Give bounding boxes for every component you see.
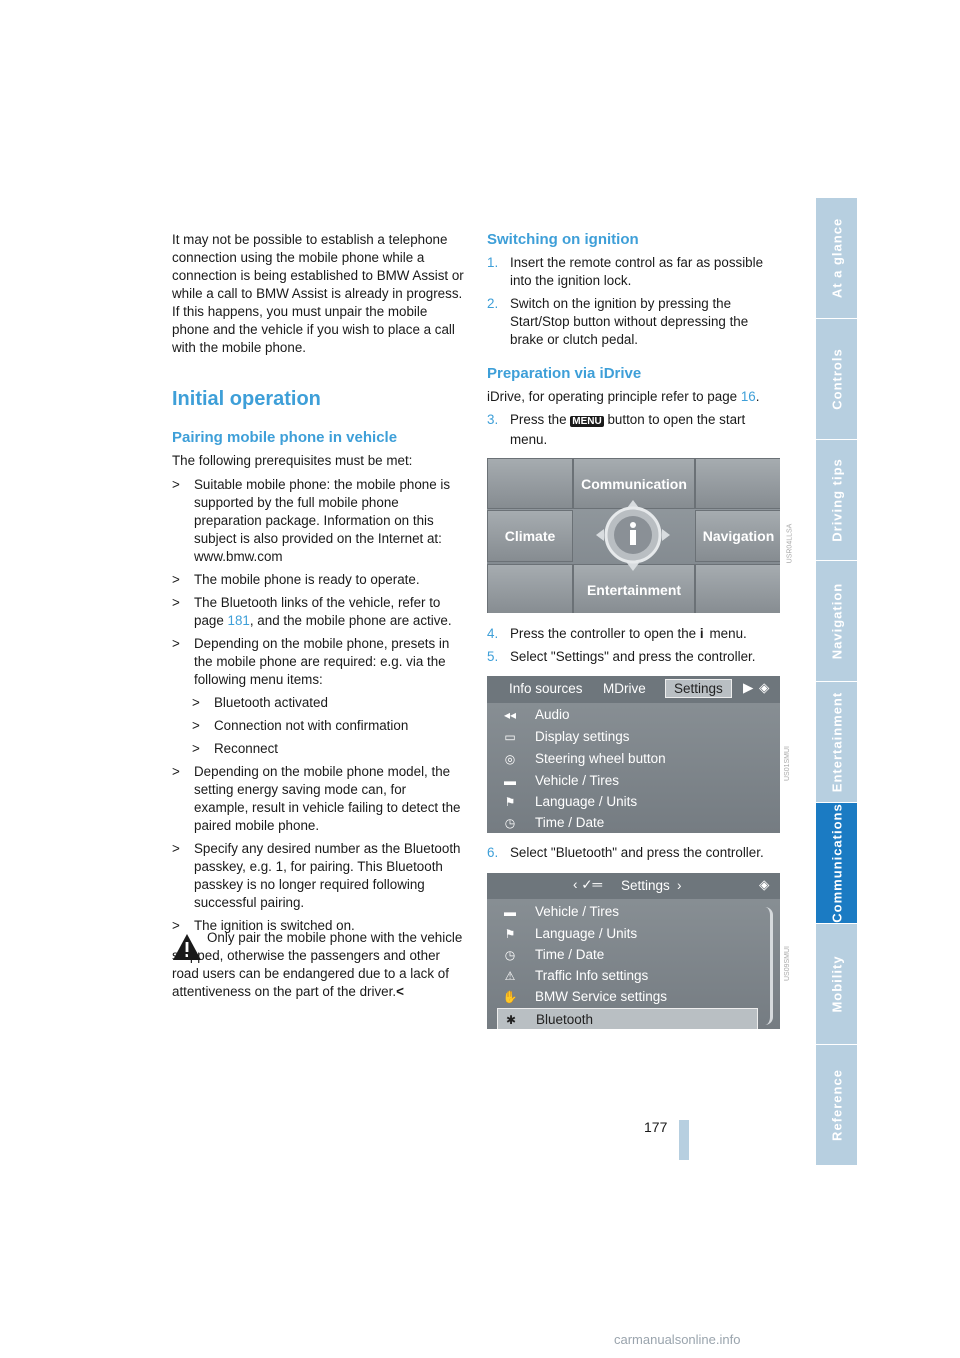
list-item: > The Bluetooth links of the vehicle, refer to page 181, and the mobile phone are active. [172, 595, 452, 628]
list-item: > The mobile phone is ready to operate. [172, 572, 420, 587]
list-item-selected[interactable]: ✱ Bluetooth [497, 1008, 758, 1029]
arrow-right-icon: ▶ [743, 680, 754, 695]
ignition-heading: Switching on ignition [487, 231, 639, 248]
list-item: > Depending on the mobile phone, presets in the mobile phone are required: e.g. via the following menu items: [172, 636, 450, 687]
bluetooth-settings-screen [487, 873, 780, 1029]
subsection-title: Pairing mobile phone in vehicle [172, 429, 398, 446]
traffic-warning-icon: ⚠ [504, 968, 516, 983]
page-link-16[interactable]: 16 [740, 389, 756, 404]
flag-icon: ⚑ [504, 926, 516, 941]
tab-controls[interactable]: Controls [816, 319, 857, 439]
list-item[interactable]: ◷ Time / Date [497, 812, 758, 833]
menu-key-icon: MENU [572, 416, 602, 427]
screen-header [487, 873, 780, 899]
menu-communication[interactable]: Communication [573, 458, 695, 509]
menu-climate[interactable]: Climate [487, 510, 573, 562]
list-item[interactable]: ⚑ Language / Units [497, 791, 758, 812]
tab-mobility[interactable]: Mobility [816, 924, 857, 1044]
sub-list-item: > Reconnect [192, 741, 279, 756]
step-item: 2. Switch on the ignition by pressing the Start/Stop button without depressing the brake or clutch pedal. [487, 296, 749, 347]
step-item: 4. Press the controller to open the i menu. [487, 626, 747, 641]
list-item[interactable]: ⚠ Traffic Info settings [497, 965, 758, 986]
tab-entertainment[interactable]: Entertainment [816, 682, 857, 802]
screen-tabs [487, 676, 780, 703]
car-icon: ▬ [504, 904, 516, 919]
footer-watermark: carmanualsonline.info [614, 1332, 741, 1347]
flag-icon: ⚑ [504, 794, 516, 809]
prerequisites-block [172, 452, 464, 940]
audio-icon: ◂◂ [503, 707, 517, 722]
image-code: US01SMUI [784, 745, 792, 782]
idrive-start-menu-screen [487, 458, 780, 613]
car-icon: ‹ ✓═ [573, 877, 603, 892]
list-item[interactable]: ◂◂ Audio [497, 704, 758, 725]
list-item[interactable]: ⚑ Language / Units [497, 923, 758, 944]
idrive-steps-2 [487, 625, 782, 671]
tab-communications[interactable]: Communications [816, 803, 857, 923]
tab-settings[interactable]: Settings [665, 679, 732, 698]
list-item[interactable]: ▭ Display settings [497, 726, 758, 747]
clock-icon: ◷ [504, 815, 516, 830]
bluetooth-icon: ✱ [505, 1012, 517, 1027]
controller-icon: ◈ [759, 680, 770, 695]
menu-entertainment[interactable]: Entertainment [573, 564, 695, 613]
tab-mdrive[interactable]: MDrive [603, 681, 646, 696]
image-code: USR04LLSA [786, 523, 794, 564]
section-title: Initial operation [172, 388, 321, 410]
tab-at-a-glance[interactable]: At a glance [816, 198, 857, 318]
sub-list-item: > Bluetooth activated [192, 695, 328, 710]
image-code: US09SMUI [784, 945, 792, 982]
screen-title: Settings [621, 878, 670, 893]
tab-driving-tips[interactable]: Driving tips [816, 440, 857, 560]
prereq-intro: The following prerequisites must be met: [172, 453, 413, 468]
scrollbar[interactable] [765, 907, 773, 1025]
list-item[interactable]: ◷ Time / Date [497, 944, 758, 965]
car-icon: ▬ [504, 773, 516, 788]
chevron-right-icon: › [677, 878, 682, 893]
idrive-intro: iDrive, for operating principle refer to page 16. 3. Press the MENU button to open the start menu. [487, 388, 782, 454]
info-i-icon: i [699, 626, 704, 641]
tab-navigation[interactable]: Navigation [816, 561, 857, 681]
intro-paragraph: It may not be possible to establish a telephone connection using the mobile phone while a connection is being established to BMW Assist or while a call to BMW Assist is already in progress. If this happens, you must unpair the mobile phone and the vehicle if you wish to place a call with the mobile phone. [172, 232, 464, 355]
settings-menu-screen [487, 676, 780, 833]
list-item: > Depending on the mobile phone model, the setting energy saving mode can, for example, result in vehicle failing to detect the paired mobile phone. [172, 764, 461, 833]
list-item: > Specify any desired number as the Bluetooth passkey, e.g. 1, for pairing. This Bluetooth passkey is no longer required following successful pairing. [172, 841, 461, 910]
list-item[interactable]: ✋ BMW Service settings [497, 986, 758, 1007]
list-item: > Suitable mobile phone: the mobile phone is supported by the full mobile phone preparation package. Information on this subject is also provided on the Internet at: www.bmw.com [172, 477, 451, 564]
clock-icon: ◷ [504, 947, 516, 962]
step-item: 6. Select "Bluetooth" and press the controller. [487, 845, 764, 860]
page-number: 177 [644, 1119, 668, 1135]
list-item[interactable]: ▬ Vehicle / Tires [497, 770, 758, 791]
menu-navigation[interactable]: Navigation [695, 510, 780, 562]
list-item: > The ignition is switched on. [172, 918, 355, 933]
page-marker [679, 1120, 689, 1160]
tab-reference[interactable]: Reference [816, 1045, 857, 1165]
controller-info-icon[interactable] [593, 498, 673, 573]
list-item[interactable]: ▬ Vehicle / Tires [497, 901, 758, 922]
step-item: 5. Select "Settings" and press the controller. [487, 649, 756, 664]
sub-list-item: > Connection not with confirmation [192, 718, 409, 733]
display-icon: ▭ [504, 729, 516, 744]
page-link-181[interactable]: 181 [227, 613, 250, 628]
warning-note: Only pair the mobile phone with the vehicle stopped, otherwise the passengers and other road users can be endangered due to a lack of attentiveness on the part of the driver.< [172, 930, 463, 999]
chapter-tabs [816, 198, 857, 1166]
list-item[interactable]: ◎ Steering wheel button [497, 748, 758, 769]
step-item: 3. Press the MENU button to open the start menu. [487, 412, 746, 447]
ignition-steps [487, 254, 782, 354]
idrive-steps-3 [487, 844, 782, 867]
controller-icon: ◈ [759, 877, 770, 892]
service-icon: ✋ [502, 989, 518, 1004]
tab-info-sources[interactable]: Info sources [509, 681, 583, 696]
idrive-heading: Preparation via iDrive [487, 365, 642, 382]
steering-wheel-icon: ◎ [504, 751, 516, 766]
step-item: 1. Insert the remote control as far as possible into the ignition lock. [487, 255, 764, 288]
